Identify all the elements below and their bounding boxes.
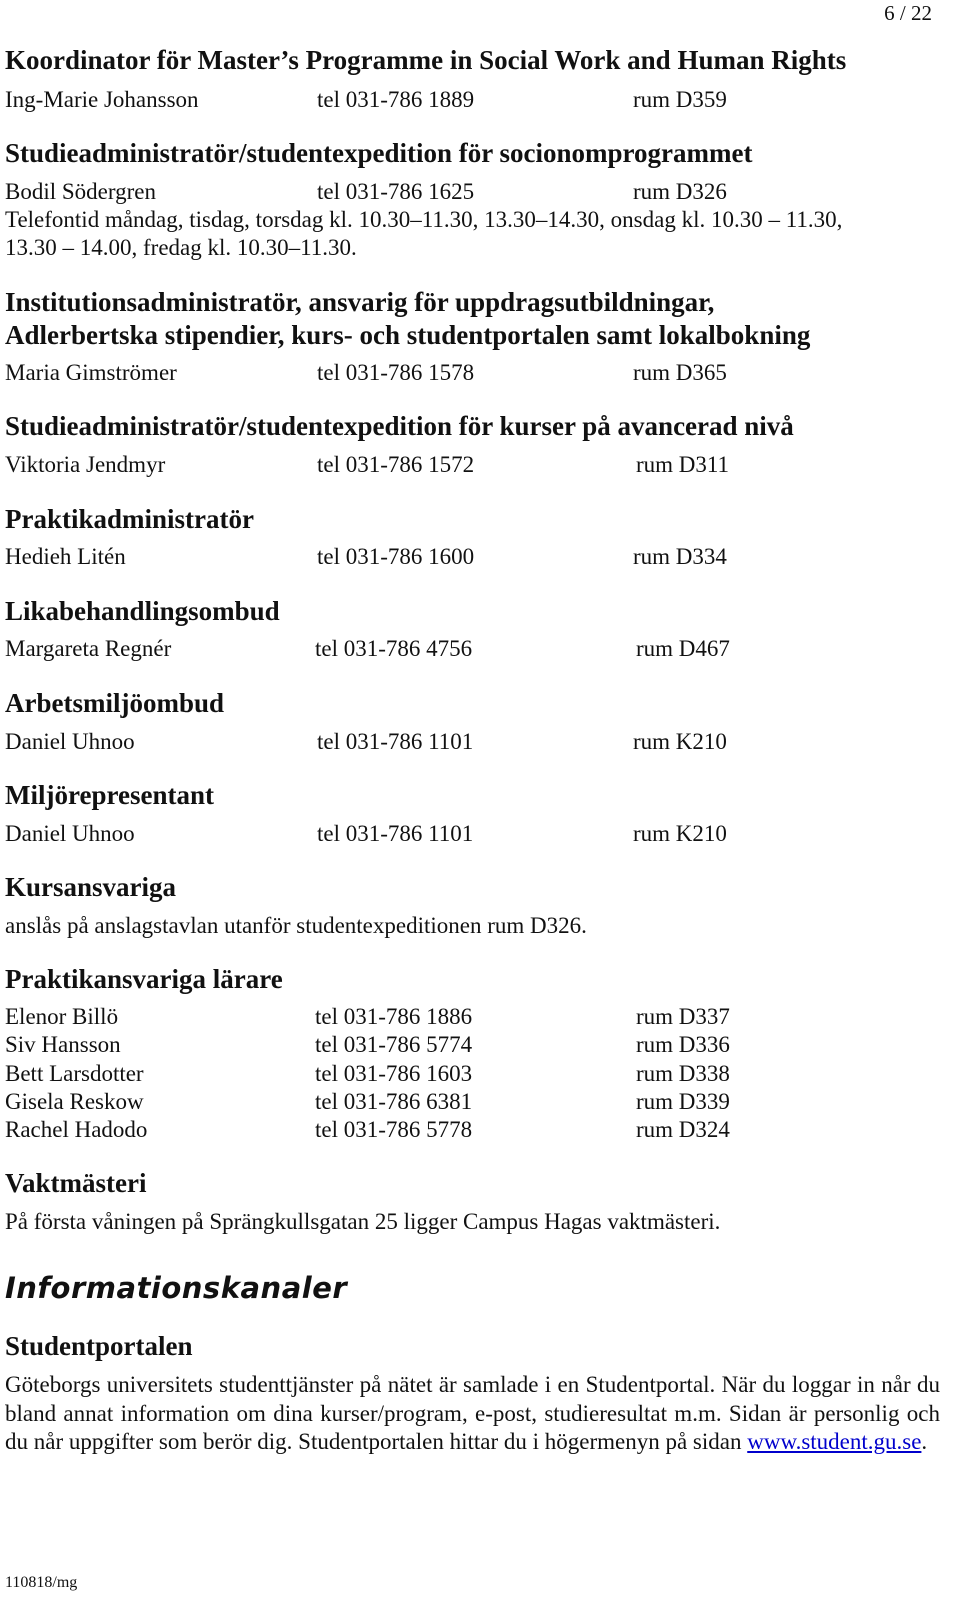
- contact-room: rum D365: [633, 360, 727, 385]
- contact-phone: tel 031-786 1572: [317, 452, 475, 477]
- contact-name: Margareta Regnér: [5, 636, 172, 661]
- contact-row: [5, 177, 925, 206]
- contact-phone: tel 031-786 1600: [317, 544, 475, 569]
- advanced-courses-heading: Studieadministratör/studentexpedition för kurser på avancerad nivå: [5, 411, 794, 441]
- teacher-phone: tel 031-786 5774: [315, 1032, 473, 1058]
- contact-room: rum D326: [633, 179, 727, 204]
- master-coordinator-heading: Koordinator för Master’s Programme in Social Work and Human Rights: [5, 45, 847, 75]
- teacher-room: rum D339: [636, 1088, 730, 1114]
- institution-admin-heading-cont: Adlerbertska stipendier, kurs- och studentportalen samt lokalbokning: [5, 320, 811, 350]
- teacher-name: Gisela Reskow: [5, 1088, 144, 1114]
- socionom-admin-heading: Studieadministratör/studentexpedition för socionomprogrammet: [5, 138, 753, 168]
- student-portal-link[interactable]: www.student.gu.se: [747, 1429, 922, 1454]
- contact-room: rum K210: [633, 821, 727, 846]
- contact-name: Ing-Marie Johansson: [5, 87, 199, 112]
- teacher-room: rum D337: [636, 1004, 730, 1029]
- environment-rep-heading: Miljörepresentant: [5, 780, 214, 810]
- teacher-row: [5, 1115, 925, 1144]
- teacher-row: [5, 1002, 925, 1031]
- teacher-row: [5, 1087, 925, 1116]
- equal-treatment-heading: Likabehandlingsombud: [5, 596, 280, 626]
- contact-room: rum D467: [636, 636, 730, 661]
- contact-name: Viktoria Jendmyr: [5, 452, 166, 477]
- contact-row: [5, 450, 925, 479]
- teacher-name: Bett Larsdotter: [5, 1060, 144, 1086]
- contact-row: [5, 358, 925, 387]
- footer-code: 110818/mg: [5, 1574, 78, 1591]
- teacher-room: rum D336: [636, 1032, 730, 1058]
- student-portal-paragraph: [5, 1371, 940, 1457]
- teacher-phone: tel 031-786 1886: [315, 1004, 473, 1029]
- contact-phone: tel 031-786 1889: [317, 87, 475, 112]
- phone-hours-line: 13.30 – 14.00, fredag kl. 10.30–11.30.: [5, 235, 357, 260]
- work-environment-heading: Arbetsmiljöombud: [5, 688, 225, 718]
- contact-room: rum D311: [636, 452, 730, 477]
- teacher-name: Siv Hansson: [5, 1032, 121, 1058]
- phone-hours-line: Telefontid måndag, tisdag, torsdag kl. 10.30–11.30, 13.30–14.30, onsdag kl. 10.30 – 11.30,: [5, 207, 843, 232]
- student-portal-heading: Studentportalen: [5, 1331, 193, 1361]
- teacher-room: rum D324: [636, 1117, 730, 1143]
- contact-row: [5, 85, 925, 114]
- teacher-room: rum D338: [636, 1060, 730, 1086]
- contact-phone: tel 031-786 1625: [317, 179, 475, 204]
- contact-name: Bodil Södergren: [5, 179, 156, 204]
- teacher-phone: tel 031-786 1603: [315, 1060, 473, 1086]
- contact-phone: tel 031-786 1101: [317, 729, 474, 754]
- contact-name: Hedieh Litén: [5, 544, 126, 569]
- teacher-row: [5, 1059, 925, 1088]
- teacher-phone: tel 031-786 6381: [315, 1088, 473, 1114]
- caretaker-text: På första våningen på Sprängkullsgatan 25 ligger Campus Hagas vaktmästeri.: [5, 1209, 721, 1234]
- course-coordinators-text: anslås på anslagstavlan utanför studentexpeditionen rum D326.: [5, 913, 587, 938]
- caretaker-heading: Vaktmästeri: [5, 1168, 147, 1198]
- information-channels-heading: Informationskanaler: [5, 1271, 348, 1305]
- teacher-name: Rachel Hadodo: [5, 1117, 148, 1143]
- contact-row: [5, 819, 925, 848]
- contact-name: Daniel Uhnoo: [5, 729, 135, 754]
- sentence-period: .: [921, 1429, 928, 1454]
- placement-admin-heading: Praktikadministratör: [5, 504, 254, 534]
- contact-phone: tel 031-786 4756: [315, 636, 473, 661]
- page-number: 6 / 22: [884, 1, 932, 25]
- contact-name: Daniel Uhnoo: [5, 821, 135, 846]
- teacher-name: Elenor Billö: [5, 1004, 119, 1029]
- contact-room: rum D334: [633, 544, 727, 569]
- contact-row: [5, 542, 925, 571]
- contact-room: rum D359: [633, 87, 727, 112]
- student-portal-text: Göteborgs universitets studenttjänster på nätet är samlade i en Studentportal. När du loggar in når du bland annat information om dina kurser/program, e-post, studieresultat m.m. Sidan är personlig och du når uppgifter som berör dig. Studentportalen hittar du i högermenyn på sidan: [5, 1372, 940, 1454]
- teacher-phone: tel 031-786 5778: [315, 1117, 473, 1143]
- placement-teachers-heading: Praktikansvariga lärare: [5, 964, 283, 994]
- teacher-row: [5, 1030, 925, 1059]
- contact-name: Maria Gimströmer: [5, 360, 177, 385]
- contact-row: [5, 634, 925, 663]
- contact-room: rum K210: [633, 729, 727, 754]
- contact-phone: tel 031-786 1101: [317, 821, 474, 846]
- contact-phone: tel 031-786 1578: [317, 360, 475, 385]
- course-coordinators-heading: Kursansvariga: [5, 872, 177, 902]
- contact-row: [5, 727, 925, 756]
- institution-admin-heading: Institutionsadministratör, ansvarig för uppdragsutbildningar,: [5, 287, 715, 317]
